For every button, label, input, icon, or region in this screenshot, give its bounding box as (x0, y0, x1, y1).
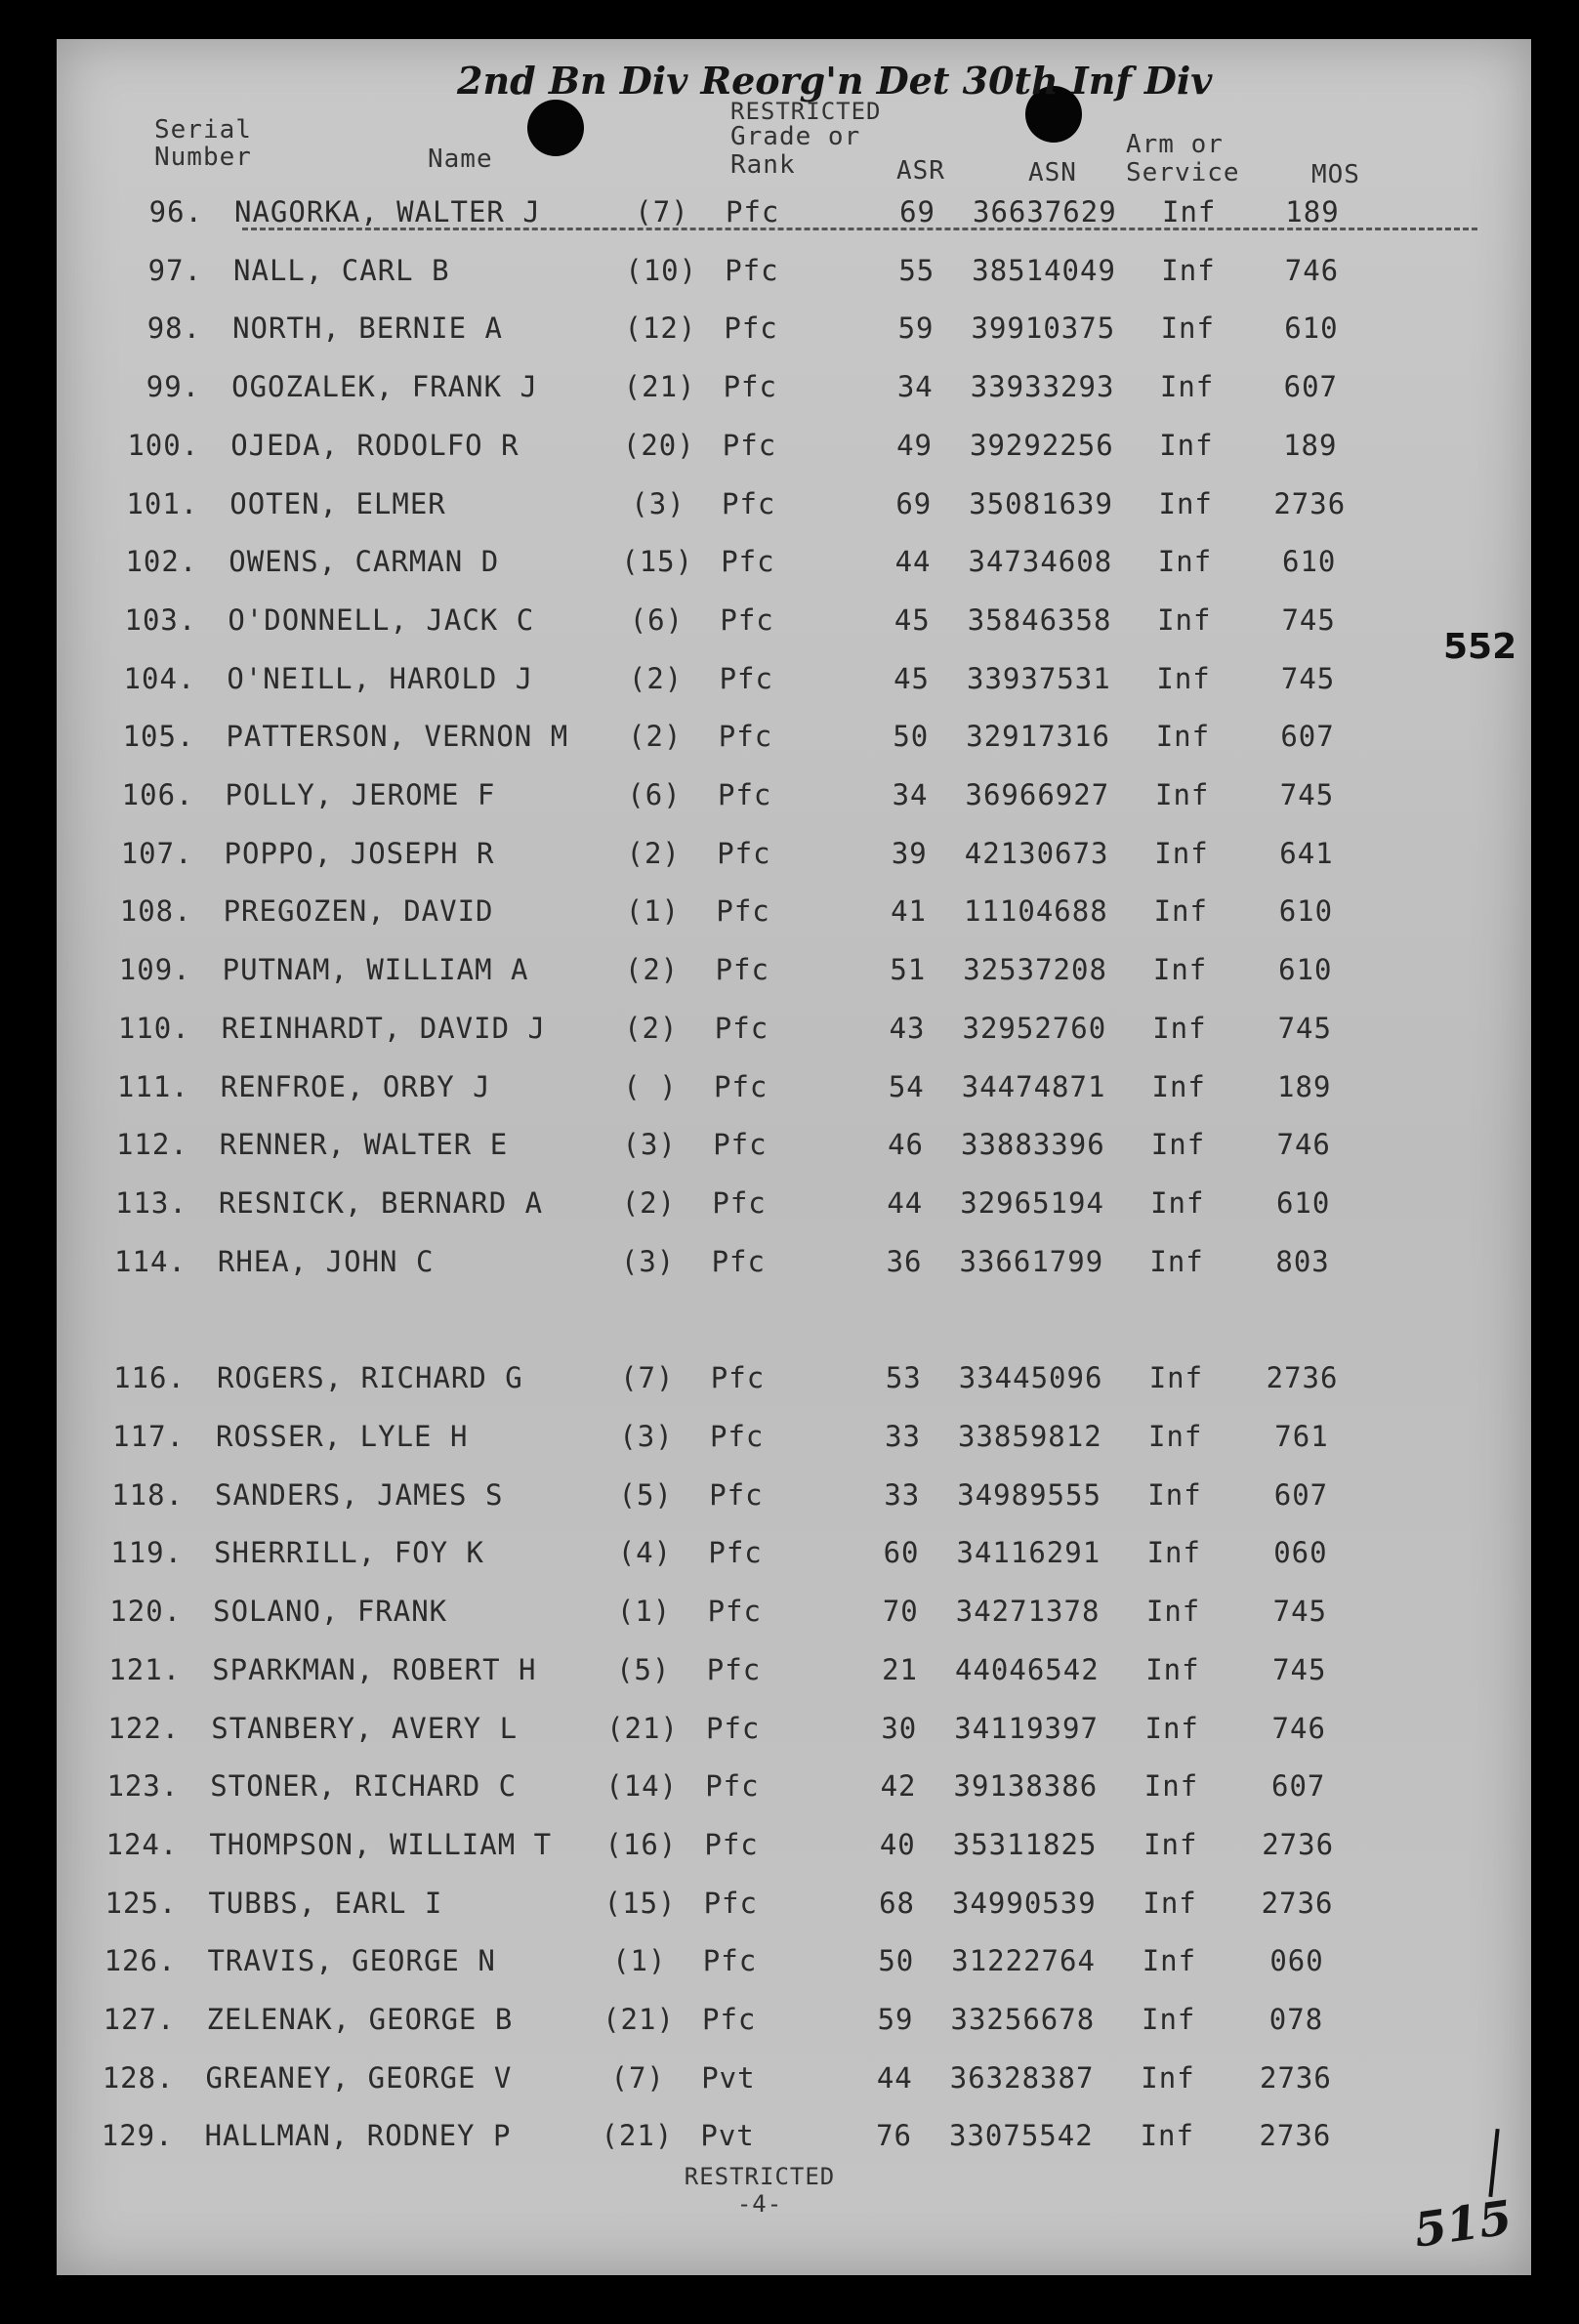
army-serial-number: 32917316 (966, 720, 1110, 754)
army-serial-number: 32965194 (960, 1185, 1104, 1220)
arm-of-service: Inf (1151, 1069, 1206, 1103)
soldier-name: OWENS, CARMAN D (229, 545, 500, 579)
soldier-name: SHERRILL, FOY K (214, 1536, 484, 1570)
rank: Pfc (726, 195, 780, 228)
army-serial-number: 34474871 (961, 1069, 1106, 1103)
grade: ( ) (623, 1069, 678, 1103)
army-serial-number: 39292256 (970, 428, 1114, 462)
arm-of-service: Inf (1149, 1244, 1204, 1278)
footer-classification: RESTRICTED (684, 2163, 836, 2190)
soldier-name: RENNER, WALTER E (219, 1128, 509, 1162)
rank: Pfc (718, 720, 773, 754)
arm-of-service: Inf (1141, 2060, 1195, 2095)
asr-score: 76 (876, 2119, 912, 2153)
mos-code: 607 (1270, 1769, 1326, 1804)
asr-score: 69 (895, 486, 933, 520)
grade: (21) (623, 370, 696, 404)
soldier-name: OGOZALEK, FRANK J (231, 370, 538, 404)
army-serial-number: 42130673 (964, 836, 1109, 870)
serial-number: 102. (125, 545, 198, 579)
arm-of-service: Inf (1152, 953, 1208, 987)
soldier-name: O'NEILL, HAROLD J (227, 661, 534, 695)
asr-score: 45 (893, 602, 931, 637)
header-name: Name (428, 145, 493, 174)
army-serial-number: 33075542 (949, 2119, 1094, 2153)
army-serial-number: 32952760 (962, 1011, 1107, 1045)
serial-number: 110. (117, 1011, 190, 1045)
soldier-name: NORTH, BERNIE A (232, 311, 503, 346)
mos-code: 610 (1275, 1185, 1331, 1220)
asr-score: 45 (893, 661, 930, 695)
soldier-name: SPARKMAN, ROBERT H (212, 1652, 537, 1686)
army-serial-number: 33859812 (958, 1420, 1102, 1453)
serial-number: 108. (119, 894, 192, 929)
army-serial-number: 35081639 (969, 486, 1113, 520)
rank: Pfc (706, 1652, 762, 1686)
grade: (14) (605, 1769, 679, 1804)
asr-score: 49 (896, 428, 933, 462)
army-serial-number: 35846358 (967, 602, 1112, 637)
grade: (2) (624, 1011, 679, 1045)
grade: (5) (616, 1652, 671, 1686)
asr-score: 50 (878, 1944, 915, 1978)
mos-code: 745 (1277, 1011, 1332, 1045)
arm-of-service: Inf (1155, 720, 1211, 754)
serial-number: 100. (127, 428, 200, 462)
asr-score: 41 (891, 894, 927, 929)
asr-score: 60 (883, 1536, 920, 1570)
asr-score: 69 (899, 195, 935, 228)
mos-code: 746 (1284, 253, 1340, 287)
arm-of-service: Inf (1159, 370, 1215, 404)
arm-of-service: Inf (1142, 1944, 1197, 1978)
grade: (2) (628, 720, 683, 754)
document-page (57, 39, 1531, 2275)
grade: (20) (622, 428, 695, 462)
army-serial-number: 34989555 (957, 1477, 1101, 1512)
rank: Pfc (712, 1185, 767, 1220)
rank: Pvt (701, 2060, 756, 2095)
arm-of-service: Inf (1148, 1420, 1203, 1453)
pen-mark (1488, 2129, 1499, 2197)
arm-of-service: Inf (1153, 894, 1208, 929)
mos-code: 060 (1269, 1944, 1324, 1978)
asr-score: 59 (877, 2003, 914, 2036)
mos-code: 745 (1272, 1652, 1327, 1686)
rank: Pfc (710, 1420, 765, 1453)
arm-of-service: Inf (1145, 1595, 1201, 1629)
soldier-name: TRAVIS, GEORGE N (207, 1944, 496, 1978)
mos-code: 746 (1276, 1128, 1331, 1162)
grade: (21) (606, 1711, 679, 1745)
arm-of-service: Inf (1152, 1011, 1207, 1045)
arm-of-service: Inf (1140, 2119, 1194, 2153)
rank: Pfc (709, 1477, 764, 1512)
army-serial-number: 32537208 (963, 953, 1107, 987)
soldier-name: THOMPSON, WILLIAM T (209, 1827, 553, 1861)
army-serial-number: 44046542 (955, 1652, 1100, 1686)
mos-code: 2736 (1273, 486, 1347, 520)
rank: Pfc (722, 486, 776, 520)
page-stamp: 552 (1443, 627, 1517, 667)
arm-of-service: Inf (1143, 1886, 1197, 1920)
header-rank: Rank (730, 150, 796, 180)
grade: (2) (626, 836, 681, 870)
serial-number: 113. (115, 1185, 187, 1220)
header-serial: Serial (154, 115, 252, 145)
soldier-name: RESNICK, BERNARD A (218, 1185, 544, 1220)
mos-code: 746 (1271, 1711, 1326, 1745)
soldier-name: O'DONNELL, JACK C (228, 602, 535, 637)
asr-score: 42 (880, 1769, 917, 1804)
soldier-name: STONER, RICHARD C (210, 1769, 518, 1804)
mos-code: 2736 (1260, 2060, 1332, 2095)
army-serial-number: 31222764 (951, 1944, 1096, 1978)
grade: (1) (625, 894, 681, 929)
rank: Pfc (714, 1011, 769, 1045)
army-serial-number: 11104688 (964, 894, 1108, 929)
mos-code: 610 (1284, 311, 1339, 346)
mos-code: 745 (1280, 661, 1336, 695)
rank: Pfc (702, 2003, 757, 2036)
rank: Pfc (704, 1827, 759, 1861)
serial-number: 106. (121, 778, 194, 811)
soldier-name: STANBERY, AVERY L (211, 1711, 519, 1745)
asr-score: 50 (893, 720, 930, 754)
arm-of-service: Inf (1160, 311, 1215, 346)
grade: (1) (612, 1944, 667, 1978)
serial-number: 129. (101, 2119, 174, 2153)
grade: (10) (625, 253, 698, 287)
serial-number: 121. (108, 1652, 182, 1686)
arm-of-service: Inf (1142, 2003, 1196, 2036)
soldier-name: ROGERS, RICHARD G (216, 1361, 523, 1395)
soldier-name: TUBBS, EARL I (208, 1886, 443, 1920)
serial-number: 117. (112, 1420, 185, 1453)
arm-of-service: Inf (1150, 1128, 1206, 1162)
arm-of-service: Inf (1155, 778, 1210, 811)
soldier-name: REINHARDT, DAVID J (221, 1011, 546, 1045)
serial-number: 128. (102, 2060, 175, 2095)
asr-score: 51 (890, 953, 927, 987)
mos-code: 189 (1277, 1069, 1332, 1103)
asr-score: 43 (889, 1011, 926, 1045)
asr-score: 34 (896, 370, 934, 404)
soldier-name: ROSSER, LYLE H (216, 1420, 469, 1453)
grade: (16) (604, 1827, 678, 1861)
rank: Pvt (700, 2119, 755, 2153)
mos-code: 2736 (1259, 2119, 1332, 2153)
grade: (4) (617, 1536, 673, 1570)
header-asn: ASN (1028, 158, 1077, 187)
army-serial-number: 36637629 (973, 195, 1117, 228)
soldier-name: ZELENAK, GEORGE B (206, 2003, 514, 2036)
serial-number: 127. (103, 2003, 176, 2036)
mos-code: 189 (1285, 195, 1340, 228)
army-serial-number: 34271378 (955, 1595, 1101, 1629)
arm-of-service: Inf (1154, 836, 1209, 870)
serial-number: 111. (116, 1069, 189, 1103)
rank: Pfc (705, 1769, 760, 1804)
mos-code: 607 (1273, 1477, 1329, 1512)
soldier-name: OJEDA, RODOLFO R (230, 428, 519, 462)
arm-of-service: Inf (1144, 1711, 1199, 1745)
soldier-name: PATTERSON, VERNON M (226, 720, 569, 754)
soldier-name: PUTNAM, WILLIAM A (222, 953, 529, 987)
soldier-name: NAGORKA, WALTER J (234, 195, 541, 228)
army-serial-number: 34990539 (952, 1886, 1097, 1920)
serial-number: 124. (105, 1827, 179, 1861)
serial-number: 109. (118, 953, 191, 987)
grade: (6) (629, 602, 685, 637)
asr-score: 68 (879, 1886, 915, 1920)
mos-code: 2736 (1266, 1361, 1339, 1395)
serial-number: 118. (111, 1477, 185, 1512)
asr-score: 33 (884, 1477, 921, 1512)
serial-number: 105. (122, 720, 195, 754)
asr-score: 33 (885, 1420, 921, 1453)
arm-of-service: Inf (1159, 428, 1214, 462)
mos-code: 060 (1273, 1536, 1328, 1570)
soldier-name: PREGOZEN, DAVID (223, 894, 494, 929)
mos-code: 2736 (1261, 1886, 1334, 1920)
arm-of-service: Inf (1157, 602, 1212, 637)
footer-page-number: -4- (736, 2190, 783, 2218)
handwritten-number: 515 (1410, 2190, 1516, 2259)
arm-of-service: Inf (1158, 486, 1213, 520)
serial-number: 96. (148, 195, 203, 228)
rank: Pfc (708, 1536, 763, 1570)
mos-code: 610 (1281, 545, 1337, 579)
asr-score: 36 (886, 1244, 923, 1278)
grade: (2) (624, 953, 680, 987)
asr-score: 54 (888, 1069, 925, 1103)
asr-score: 30 (881, 1711, 918, 1745)
serial-number: 103. (124, 602, 197, 637)
arm-of-service: Inf (1148, 1361, 1204, 1395)
grade: (2) (621, 1185, 677, 1220)
asr-score: 59 (897, 311, 935, 346)
grade: (6) (627, 778, 682, 811)
mos-code: 761 (1274, 1420, 1329, 1453)
asr-score: 46 (888, 1128, 924, 1162)
asr-score: 70 (882, 1595, 919, 1629)
arm-of-service: Inf (1143, 1769, 1199, 1804)
mos-code: 745 (1281, 602, 1336, 637)
grade: (3) (620, 1244, 676, 1278)
rank: Pfc (713, 1128, 768, 1162)
header-arm: Arm or (1126, 130, 1224, 159)
mos-code: 745 (1272, 1595, 1328, 1629)
rank: Pfc (722, 428, 777, 462)
army-serial-number: 34119397 (954, 1711, 1099, 1745)
rank: Pfc (724, 311, 778, 346)
serial-number: 126. (104, 1944, 177, 1978)
punch-hole (527, 100, 584, 156)
header-grade: Grade or (730, 122, 861, 151)
soldier-name: SANDERS, JAMES S (215, 1477, 504, 1512)
serial-number: 107. (120, 836, 193, 870)
arm-of-service: Inf (1161, 253, 1216, 287)
asr-score: 21 (882, 1652, 918, 1686)
army-serial-number: 35311825 (952, 1827, 1098, 1861)
soldier-name: RENFROE, ORBY J (220, 1069, 491, 1103)
soldier-name: POPPO, JOSEPH R (224, 836, 495, 870)
arm-of-service: Inf (1156, 661, 1211, 695)
rank: Pfc (715, 953, 769, 987)
rank: Pfc (707, 1595, 762, 1629)
rank: Pfc (717, 836, 771, 870)
asr-score: 44 (894, 545, 932, 579)
asr-score: 44 (887, 1185, 924, 1220)
serial-number: 122. (107, 1711, 181, 1745)
arm-of-service: Inf (1147, 1477, 1202, 1512)
soldier-name: GREANEY, GEORGE V (205, 2060, 513, 2095)
rank: Pfc (718, 778, 772, 811)
asr-score: 40 (879, 1827, 916, 1861)
grade: (2) (628, 661, 684, 695)
army-serial-number: 39910375 (971, 311, 1116, 346)
serial-number: 99. (145, 370, 201, 404)
army-serial-number: 33445096 (958, 1361, 1103, 1395)
grade: (15) (603, 1886, 677, 1920)
grade: (15) (621, 545, 694, 579)
serial-number: 112. (115, 1128, 188, 1162)
serial-number: 125. (104, 1886, 178, 1920)
grade: (21) (603, 2003, 675, 2036)
army-serial-number: 34734608 (968, 545, 1113, 579)
serial-number: 116. (113, 1361, 186, 1395)
asr-score: 39 (891, 836, 928, 870)
grade: (7) (620, 1361, 675, 1395)
rank: Pfc (723, 370, 777, 404)
rank: Pfc (702, 1944, 758, 1978)
header-asr: ASR (896, 156, 945, 186)
soldier-name: HALLMAN, RODNEY P (204, 2119, 512, 2153)
army-serial-number: 34116291 (956, 1536, 1101, 1570)
grade: (12) (624, 311, 697, 346)
grade: (7) (610, 2060, 665, 2095)
mos-code: 610 (1278, 953, 1333, 987)
soldier-name: RHEA, JOHN C (217, 1244, 435, 1278)
arm-of-service: Inf (1146, 1536, 1201, 1570)
serial-number: 123. (106, 1769, 180, 1804)
soldier-name: OOTEN, ELMER (229, 486, 446, 520)
serial-number: 120. (109, 1595, 183, 1629)
asr-score: 53 (885, 1361, 922, 1395)
mos-code: 607 (1280, 720, 1335, 754)
soldier-name: POLLY, JEROME F (225, 778, 496, 811)
rank: Pfc (711, 1244, 766, 1278)
army-serial-number: 33661799 (959, 1244, 1104, 1278)
mos-code: 610 (1278, 894, 1334, 929)
army-serial-number: 39138386 (953, 1769, 1099, 1804)
army-serial-number: 33933293 (970, 370, 1115, 404)
grade: (21) (601, 2119, 674, 2153)
mos-code: 607 (1283, 370, 1339, 404)
rank: Pfc (703, 1886, 758, 1920)
rank: Pfc (714, 1069, 769, 1103)
grade: (1) (616, 1595, 672, 1629)
arm-of-service: Inf (1150, 1185, 1205, 1220)
grade: (3) (631, 486, 686, 520)
grade: (5) (618, 1477, 673, 1512)
serial-number: 104. (123, 661, 196, 695)
army-serial-number: 33256678 (950, 2003, 1096, 2036)
army-serial-number: 33883396 (961, 1128, 1105, 1162)
asr-score: 44 (876, 2060, 913, 2095)
header-classification: RESTRICTED (730, 98, 882, 125)
rank: Pfc (710, 1361, 766, 1395)
rank: Pfc (719, 661, 773, 695)
grade: (3) (622, 1128, 677, 1162)
mos-code: 641 (1279, 836, 1334, 870)
arm-of-service: Inf (1162, 195, 1217, 228)
arm-of-service: Inf (1145, 1652, 1200, 1686)
serial-number: 98. (146, 311, 202, 346)
rank: Pfc (725, 253, 779, 287)
grade: (7) (635, 195, 689, 228)
arm-of-service: Inf (1157, 545, 1213, 579)
arm-of-service: Inf (1143, 1827, 1198, 1861)
soldier-name: NALL, CARL B (233, 253, 450, 287)
asr-score: 55 (898, 253, 935, 287)
handwritten-annotation: 2nd Bn Div Reorg'n Det 30th Inf Div (457, 59, 1213, 103)
header-service: Service (1126, 158, 1240, 187)
mos-code: 189 (1283, 428, 1338, 462)
army-serial-number: 38514049 (972, 253, 1116, 287)
soldier-name: SOLANO, FRANK (213, 1595, 448, 1629)
serial-number: 119. (110, 1536, 184, 1570)
army-serial-number: 36966927 (965, 778, 1110, 811)
army-serial-number: 33937531 (967, 661, 1111, 695)
mos-code: 803 (1275, 1244, 1330, 1278)
serial-number: 97. (147, 253, 203, 287)
army-serial-number: 36328387 (949, 2060, 1095, 2095)
mos-code: 078 (1268, 2003, 1324, 2036)
serial-number: 114. (114, 1244, 187, 1278)
mos-code: 2736 (1262, 1827, 1335, 1861)
grade: (3) (619, 1420, 674, 1453)
serial-number: 101. (126, 486, 199, 520)
rank: Pfc (720, 602, 774, 637)
rank: Pfc (716, 894, 770, 929)
rank: Pfc (721, 545, 775, 579)
mos-code: 745 (1279, 778, 1335, 811)
asr-score: 34 (892, 778, 929, 811)
header-number: Number (154, 143, 252, 172)
rank: Pfc (706, 1711, 761, 1745)
header-mos: MOS (1311, 160, 1360, 189)
